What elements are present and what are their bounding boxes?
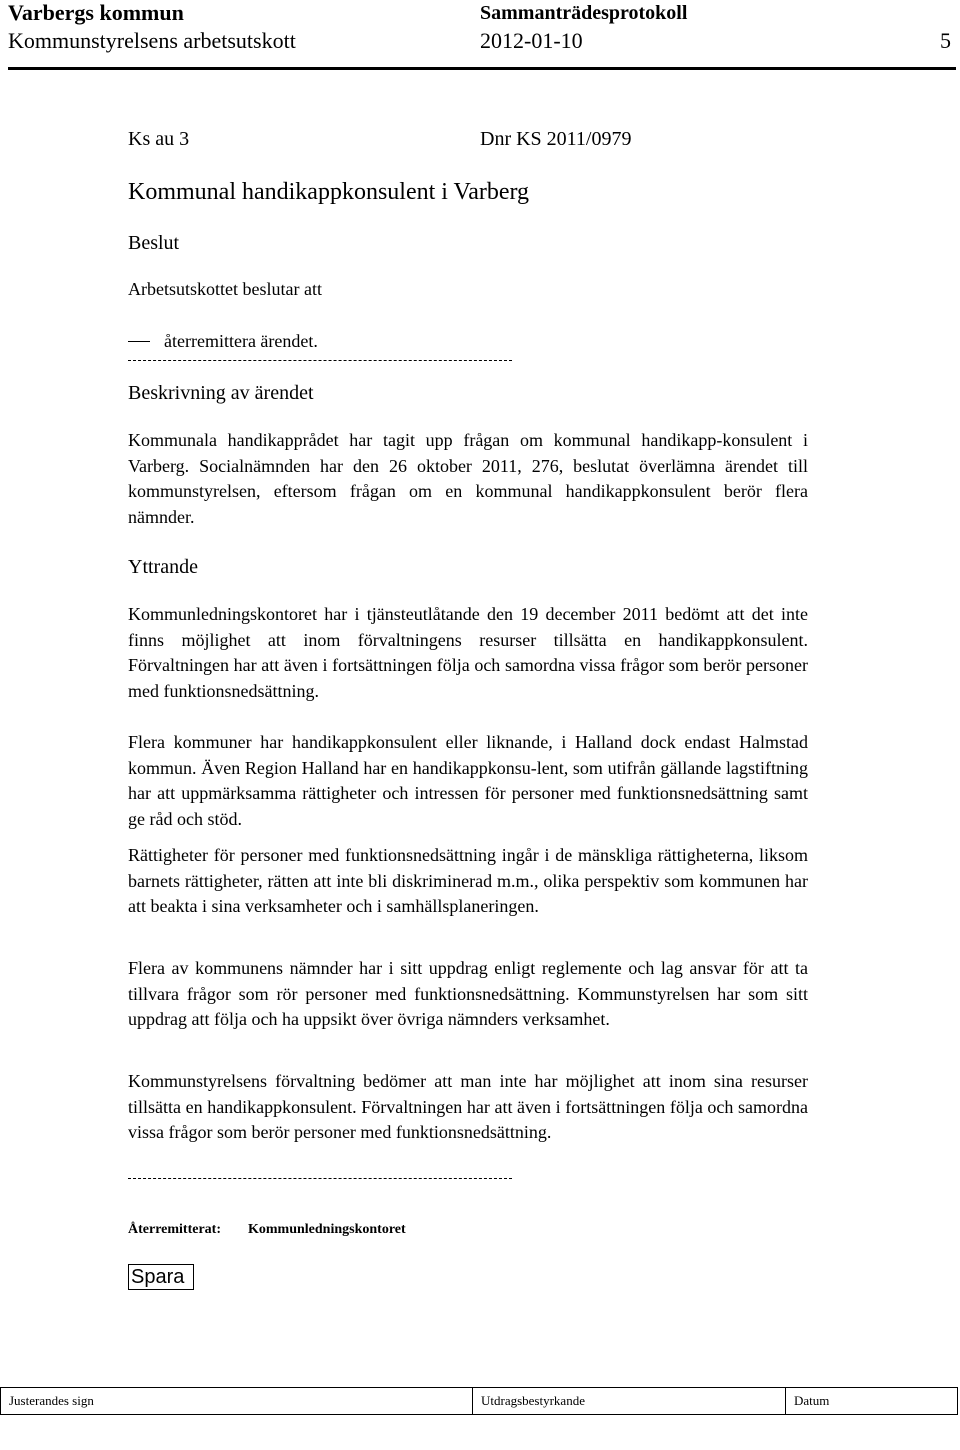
header-divider: [8, 67, 956, 70]
list-dash: [128, 341, 150, 342]
organization-name: Varbergs kommun: [8, 0, 184, 25]
statement-paragraph-4: Flera av kommunens nämnder har i sitt uppdrag enligt reglemente och lag ansvar för att ta tillvara frågor som rör personer med funktionsnedsättning. Kommunstyrelsen har som sitt uppdrag att följa och ha uppsikt över övriga nämnders verksamhet.: [128, 958, 808, 1029]
adjuster-sign-cell: [1, 1388, 473, 1414]
date-label: Datum: [794, 1393, 830, 1408]
signature-footer: [0, 1387, 958, 1415]
extract-certification-cell: [473, 1388, 786, 1414]
referral-recipient: Kommunledningskontoret: [248, 1222, 406, 1237]
case-number: Dnr KS 2011/0979: [480, 128, 632, 150]
statement-paragraph-3: Rättigheter för personer med funktionsnedsättning ingår i de mänskliga rättigheterna, liksom barnets rättigheter, rätten att inte bli diskriminerad m.m., olika perspektiv som kommunen har att beakta i sina verksamheter och i samhällsplaneringen.: [128, 845, 808, 916]
save-button[interactable]: Spara: [128, 1264, 194, 1290]
item-title: Kommunal handikappkonsulent i Varberg: [128, 179, 530, 205]
decision-heading: Beslut: [128, 232, 180, 254]
description-heading: Beskrivning av ärendet: [128, 382, 314, 404]
section-number: Ks au 3: [128, 128, 190, 150]
date-cell: [786, 1388, 957, 1414]
extract-certification-label: Utdragsbestyrkande: [481, 1393, 585, 1408]
adjuster-sign-label: Justerandes sign: [9, 1393, 94, 1408]
document-type: Sammanträdesprotokoll: [480, 2, 688, 24]
statement-paragraph-5: Kommunstyrelsens förvaltning bedömer att man inte har möjlighet att inom sina resurser tillsätta en handikappkonsulent. Förvaltningen har att även i fortsättningen följa och samordna vissa frågor som berör personer med funktionsnedsättning.: [128, 1071, 808, 1142]
meeting-date: 2012-01-10: [480, 28, 583, 53]
page-number: 5: [940, 28, 951, 53]
section-divider: [128, 360, 512, 361]
committee-name: Kommunstyrelsens arbetsutskott: [8, 28, 296, 53]
referral-label: Återremitterat:: [128, 1222, 222, 1237]
statement-paragraph-2: Flera kommuner har handikappkonsulent eller liknande, i Halland dock endast Halmstad kommun. Även Region Halland har en handikappkonsu-lent, som utifrån gällande lagstiftning har att uppmärksamma rättigheter och intressen för personer med funktionsnedsättning samt ge råd och stöd.: [128, 732, 808, 829]
decision-intro: Arbetsutskottet beslutar att: [128, 279, 322, 299]
statement-paragraph-1: Kommunledningskontoret har i tjänsteutlåtande den 19 december 2011 bedömt att det inte finns möjlighet att inom förvaltningens resurser tillsätta en handikappkonsulent. Förvaltningen har att även i fortsättningen följa och samordna vissa frågor som berör personer med funktionsnedsättning.: [128, 604, 808, 701]
decision-point: återremittera ärendet.: [164, 331, 318, 351]
section-divider: [128, 1178, 512, 1179]
description-text: Kommunala handikapprådet har tagit upp frågan om kommunal handikapp-konsulent i Varberg. Socialnämnden har den 26 oktober 2011, 276, beslutat överlämna ärendet till kommunstyrelsen, eftersom frågan om en kommunal handikappkonsulent berör flera nämnder.: [128, 430, 808, 527]
statement-heading: Yttrande: [128, 556, 198, 578]
